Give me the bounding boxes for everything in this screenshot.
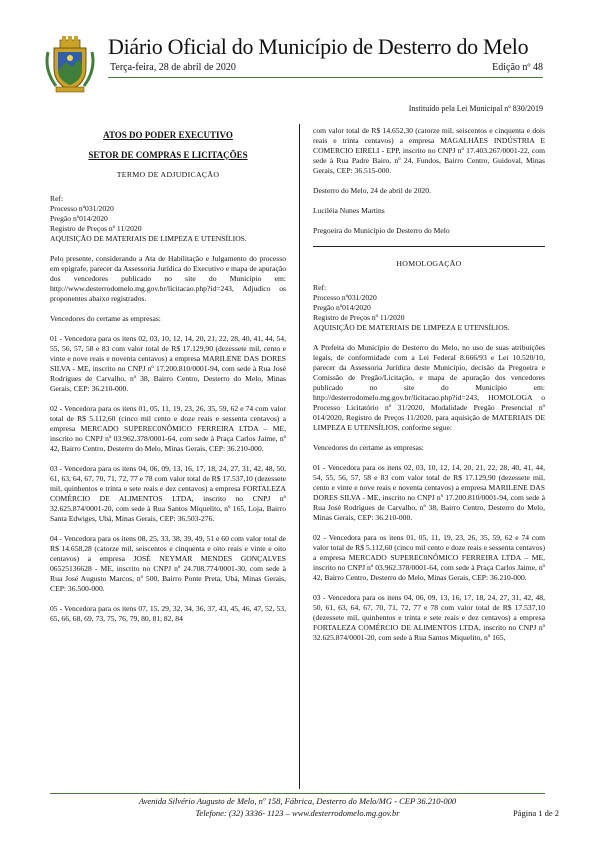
- section-heading-purchasing: SETOR DE COMPRAS E LICITAÇÕES: [88, 150, 248, 160]
- ref-line: AQUISIÇÃO DE MATERIAIS DE LIMPEZA E UTENSÍLIOS.: [313, 323, 510, 332]
- ref-line: Registro de Preços nº 11/2020: [50, 224, 142, 233]
- publication-date: Terça-feira, 28 de abril de 2020: [110, 62, 236, 73]
- paragraph: Desterro do Melo, 24 de abril de 2020.: [313, 186, 431, 195]
- paragraph: A Prefeita do Município de Desterro do Melo, no uso de suas atribuições legais, de conformidade com a Lei Federal 8.666/93 e Lei 10.520/10, parecer da Assessoria Jurídica deste Município, decisão da Pregoeira e Comissão de Pregão/Licitação, e mapa de apuração dos vencedores publicado no site do Município em: http://desterrodomelo.mg.gov.br/licitacao.php?id=243, HOMOLOGA o Processo Licitatório nº 31/2020, Modalidade Pregão Presencial nº 014/2020, Registro de Preços 11/2020, para aquisição de MATERIAIS DE LIMPEZA E UTENSÍLIOS, conforme segue:: [313, 343, 545, 432]
- footer-address: Avenida Silvério Augusto de Melo, nº 158, Fábrica, Desterro do Melo/MG - CEP 36.210-000: [138, 796, 457, 806]
- reference-block: [313, 283, 545, 333]
- section-heading-executive: ATOS DO PODER EXECUTIVO: [103, 130, 233, 140]
- paragraph: 03 - Vencedora para os itens 04, 06, 09, 13, 16, 17, 18, 24, 27, 31, 42, 48, 50, 61, 63, 64, 67, 70, 71, 72, 77 e 78 com valor total de R$ 17.537,10 (dezessete mil, quinhentos e trinta e sete reais e dez centavos) a empresa FORTALEZA COMÉRCIO DE ALIMENTOS LTDA, inscrito no CNPJ nº 32.625.874/0001-20, com sede à Rua Santos Miquelito, nº 165, Loja, Bairro Santa Edwiges, Ubá, Minas Gerais, CEP: 36.503-276.: [50, 464, 286, 523]
- municipal-crest-icon: [40, 34, 100, 94]
- ref-line: Registro de Preços nº 11/2020: [313, 313, 405, 322]
- homologation-heading: HOMOLOGAÇÃO: [396, 259, 462, 268]
- ref-line: Processo nº031/2020: [313, 293, 377, 302]
- reference-block: [50, 194, 286, 244]
- paragraph: 02 - Vencedora para os itens 01, 05, 11, 19, 23, 26, 35, 59, 62 e 74 com valor total de R$ 5.112,60 (cinco mil cento e doze reais e sessenta centavos) a empresa MERCADO SUPEREC0NÔMICO FERREIRA LTDA – ME, inscrito no CNPJ nº 03.962.378/0001-64, com sede à Praça Carlos Jaime, nº 42, Bairro Centro, Desterro do Melo, Minas Gerais, CEP: 36.210-000.: [50, 404, 286, 453]
- ref-line: Pregão nº014/2020: [50, 214, 108, 223]
- adjudication-heading: TERMO DE ADJUDICAÇÃO: [116, 170, 220, 179]
- ref-line: AQUISIÇÃO DE MATERIAIS DE LIMPEZA E UTENSÍLIOS.: [50, 234, 247, 243]
- paragraph: 02 - Vencedora para os itens 01, 05, 11, 19, 23, 26, 35, 59, 62 e 74 com valor total de R$ 5.112,60 (cinco mil cento e doze reais e sessenta centavos) a empresa MERCADO SUPEREC0NÔMICO FERREIRA LTDA – ME, inscrito no CNPJ nº 03.962.378/0001-64, com sede à Praça Carlos Jaime, nº 42, Bairro Centro, Desterro do Melo, Minas Gerais, CEP: 36.210-000.: [313, 533, 545, 582]
- paragraph: Vencedores do certame as empresas:: [50, 314, 161, 323]
- footer-divider: [50, 793, 545, 794]
- page-number: Página 1 de 2: [512, 808, 559, 818]
- footer-contact: Telefone: (32) 3336- 1123 – www.desterrodomelo.mg.gov.br: [195, 808, 400, 818]
- paragraph: 01 - Vencedora para os itens 02, 03, 10, 12, 14, 20, 21, 22, 28, 40, 41, 44, 54, 55, 56, 57, 58 e 83 com valor total de R$ 17.129,90 (dezessete mil, cento e vinte e nove reais e noventa centavos) a empresa MARILENE DAS DORES SILVA - ME, inscrito no CNPJ nº 17.200.810/0001-94, com sede à Rua José Rodrigues de Carvalho, nº 38, Bairro Centro, Desterro do Melo, Minas Gerais, CEP: 36.210-000.: [50, 334, 286, 393]
- paragraph: com valor total de R$ 14.652,30 (catorze mil, seiscentos e cinquenta e dois reais e trinta centavos) a empresa MAGALHÃES INDÚSTRIA E COMERCIO EIRELI - EPP, inscrito no CNPJ nº 17.403.267/0001-22, com sede à Rua Padre Bairo, nº 24, Fundos, Bairro Centro, Guidoval, Minas Gerais, CEP: 36.515-000.: [313, 126, 545, 175]
- institution-note: Instituído pela Lei Municipal nº 830/2019: [408, 104, 543, 113]
- right-column: [313, 126, 545, 653]
- column-divider: [299, 124, 300, 789]
- paragraph: Vencedores do certame as empresas:: [313, 443, 424, 452]
- left-column: [50, 126, 286, 634]
- paragraph: 05 - Vencedora para os itens 07, 15, 29, 32, 34, 36, 37, 43, 45, 46, 47, 52, 53, 65, 66, 68, 69, 73, 75, 76, 79, 80, 81, 82, 84: [50, 604, 286, 623]
- ref-line: Pregão nº014/2020: [313, 303, 371, 312]
- ref-line: Processo nº031/2020: [50, 204, 114, 213]
- signatory-name: Luciléia Nunes Martins: [313, 206, 385, 215]
- ref-line: Ref:: [50, 194, 64, 203]
- edition-number: Edição nº 48: [492, 62, 543, 73]
- ref-line: Ref:: [313, 283, 327, 292]
- gazette-title: Diário Oficial do Município de Desterro do Melo: [108, 34, 529, 59]
- paragraph: 03 - Vencedora para os itens 04, 06, 09, 13, 16, 17, 18, 24, 27, 31, 42, 48, 50, 61, 63, 64, 67, 70, 71, 72, 77 e 78 com valor total de R$ 17.537,10 (dezessete mil, quinhentos e trinta e sete reais e dez centavos) a empresa FORTALEZA COMÉRCIO DE ALIMENTOS LTDA, inscrito no CNPJ nº 32.625.874/0001-20, com sede à Rua Santos Miquelito, nº 165,: [313, 593, 545, 642]
- paragraph: 04 - Vencedora para os itens 08, 25, 33, 38, 39, 49, 51 e 60 com valor total de R$ 14.658,28 (catorze mil, seiscentos e cinquenta e oito reais e vinte e oito centavos) a empresa JOSÉ NEYMAR MENDES GONÇALVES 06525136628 - ME, inscrito no CNPJ nº 24.708.774/0001-30, com sede à Rua José Augusto Marcos, nº 500, Bairro Ponte Preta, Ubá, Minas Gerais, CEP: 36.500-000.: [50, 534, 286, 593]
- header-divider: [108, 77, 543, 78]
- paragraph: 01 - Vencedora para os itens 02, 03, 10, 12, 14, 20, 21, 22, 28, 40, 41, 44, 54, 55, 56, 57, 58 e 83 com valor total de R$ 17.129,90 (dezessete mil, cento e vinte e nove reais e noventa centavos) a empresa MARILENE DAS DORES SILVA - ME, inscrito no CNPJ nº 17.200.810/0001-94, com sede à Rua José Rodrigues de Carvalho, nº 38, Bairro Centro, Desterro do Melo, Minas Gerais, CEP: 36.210-000.: [313, 463, 545, 522]
- signature-divider: [313, 246, 545, 247]
- paragraph: Pelo presente, considerando a Ata de Habilitação e Julgamento do processo em epígrafe, parecer da Assessoria Jurídica do Executivo e mapa de apuração dos vencedores publicado no site do Município em: http://www.desterrodomelo.mg.gov.br/licitacao.php?id=243, Adjudico os proponentes abaixo registrados.: [50, 254, 286, 303]
- signatory-role: Pregoeira do Município de Desterro do Melo: [313, 226, 450, 235]
